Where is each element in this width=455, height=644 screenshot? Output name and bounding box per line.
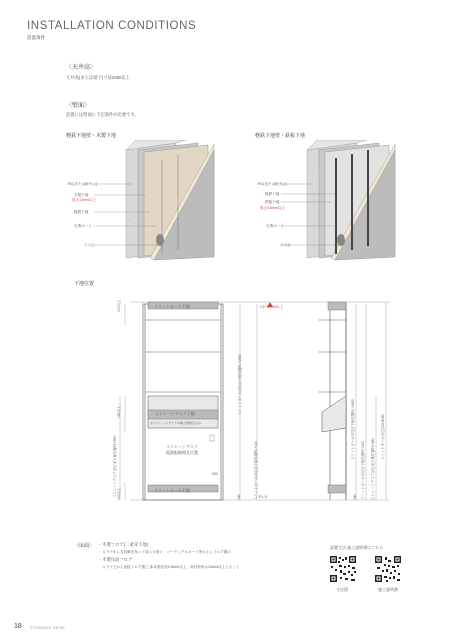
dim-100b: 100以上	[117, 487, 121, 500]
ceiling-text: 天井高(または梁下)寸法2050以上	[66, 75, 130, 80]
wall-a-label-thickness: 厚さ12mm以上	[72, 198, 97, 202]
dim-right1: スリットポール固定用下地位置FL+1950	[351, 399, 355, 460]
qr-left-caption: 寸法図	[336, 587, 348, 592]
wall-a-label-gypsum: 石膏ボード	[74, 224, 92, 228]
floor-line4: スラブ上から直接フロア施工 床本固定用の5mm以上、床付設用は10mm以上とること	[102, 565, 240, 569]
wall-text: 設置には壁面に下記条件が必要です。	[66, 112, 139, 117]
slit-pole-label-top: スリットポール下地	[154, 304, 190, 309]
slit-pole-label-bottom: スリットポール下地	[154, 488, 190, 493]
page-subtitle: 設置条件	[27, 35, 45, 40]
floor-line1: ・木製フロア(二重床下地)	[98, 542, 149, 547]
qr-code-right[interactable]	[374, 555, 402, 583]
ceiling-heading: 〈天井高〉	[66, 65, 97, 71]
dim-right4: スリットポール固定用CH2050	[381, 413, 385, 460]
qr-heading: 設置寸法,施工説明書はこちら	[330, 545, 384, 550]
fl-label: FL 0	[259, 494, 267, 499]
page-title: INSTALLATION CONDITIONS	[27, 20, 197, 32]
wall-b-label-rc: RC(または耐火に)	[258, 182, 288, 186]
desk-outlet-label: ストレージデスク 電源配線開孔位置	[166, 444, 198, 455]
desk-sub: 木ストレージデスクの場合壁固定のみ	[150, 421, 201, 425]
qr-right-caption: 施工説明書	[378, 587, 398, 592]
dim-slit-bottom: スリットポール固定用下地位置FL+100	[254, 441, 258, 500]
qr-code-left[interactable]	[329, 555, 357, 583]
wall-a-label-rc: RC(または耐火に)	[68, 182, 98, 186]
dim-140a: 140	[237, 494, 241, 500]
ch-label: CH 2000以上	[260, 304, 284, 309]
wall-a-label-wood: 木製下地	[74, 193, 89, 197]
dim-desk: ストレージデスク固定用下地位置FL+950	[113, 435, 117, 498]
wall-a-label-steel: 軽鉄下地	[74, 210, 89, 214]
base-position-heading: 下地位置	[74, 281, 95, 287]
base-position-diagram	[100, 292, 390, 514]
floor-heading: 〈床面〉	[74, 543, 95, 549]
dim-100a: 100以上	[117, 299, 121, 312]
floor-line3: ・木製床面フロア	[98, 557, 133, 562]
dim-150: 150以上	[117, 405, 121, 418]
dim-140b: 140	[353, 494, 357, 500]
wall-heading: 〈壁面〉	[66, 103, 91, 109]
dim-slit-top: スリットポール固定用下地位置FL+1950	[238, 354, 242, 415]
dim-right2: スリットポール固定用下地位置FL+100	[361, 441, 365, 500]
wall-type-b-title: 軽鉄下地壁・鉄板下地	[255, 133, 306, 139]
floor-line2: スラブから支持脚を持って床より低い、パーティクルボード等の上にフロア製の	[102, 550, 231, 554]
wall-b-label-plate: 鉄板下地	[265, 200, 280, 204]
page-number: 18	[14, 623, 22, 630]
wall-type-a-title: 軽鉄下地壁・木製下地	[66, 133, 117, 139]
wall-b-label-thickness: 厚さ0.8mm以上	[260, 206, 286, 210]
footer-brand: STORAGE DESK	[30, 625, 66, 630]
wall-b-label-steel: 軽鉄下地	[265, 192, 280, 196]
wall-b-label-gypsum: 石膏ボード	[266, 224, 284, 228]
wall-b-label-screw: ビス止	[280, 243, 291, 247]
dim-right3: ストレージデスク固定用下地位置FL+950	[371, 437, 375, 500]
wall-a-label-screw: ビス止	[84, 243, 95, 247]
desk-label: ストレージデスク下地	[155, 411, 195, 416]
dim-900: 900	[212, 472, 218, 476]
